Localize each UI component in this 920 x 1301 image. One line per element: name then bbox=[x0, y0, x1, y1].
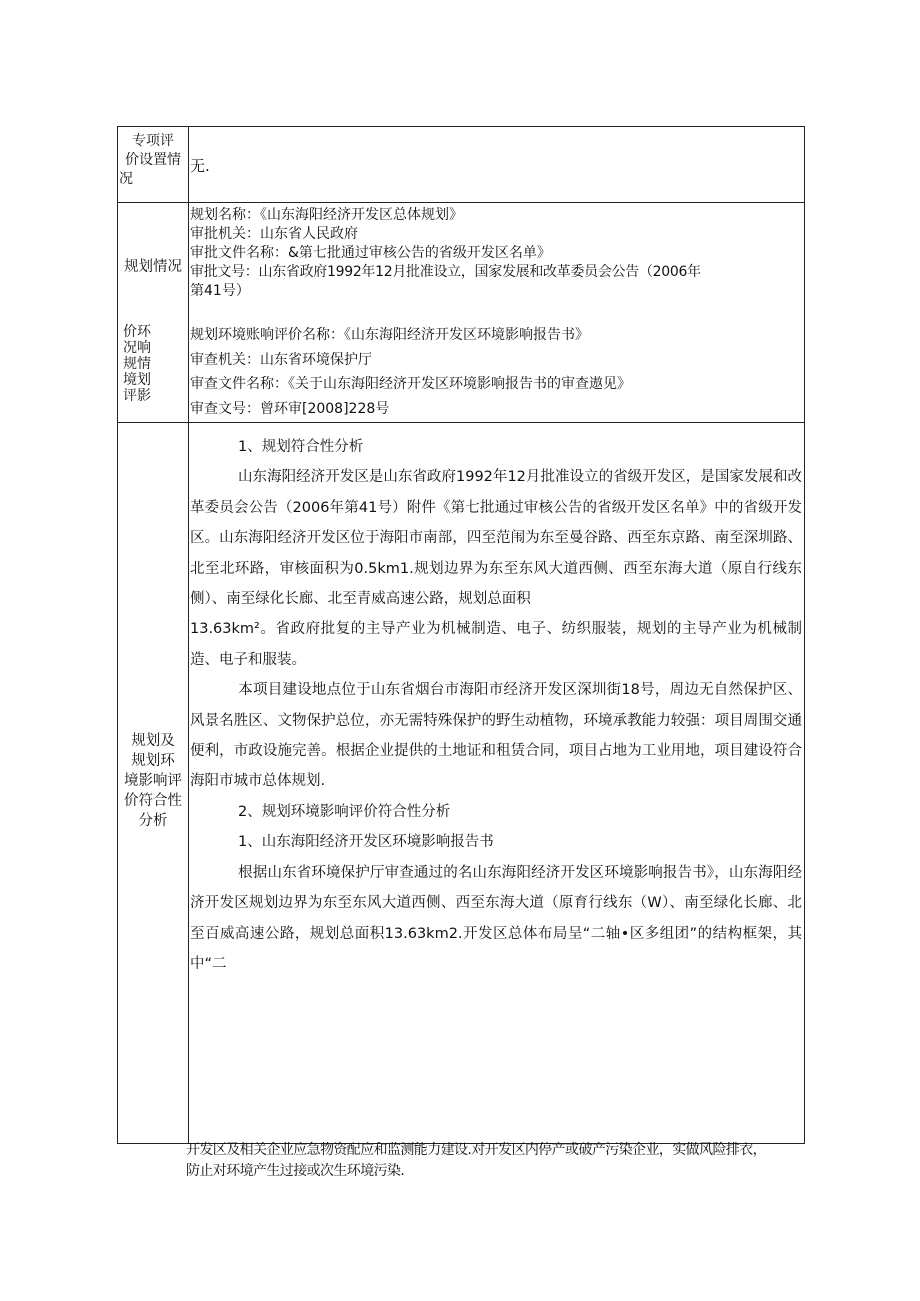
row3-label bbox=[123, 324, 151, 404]
row-divider-2 bbox=[118, 422, 804, 423]
review-document: 审查文件名称：《关于山东海阳经济开发区环境影响报告书的审查遨见》 bbox=[190, 376, 631, 392]
row4-label-line: 规划环 bbox=[131, 753, 175, 769]
paragraph-3-text: 根据山东省环境保护厅审查通过的名山东海阳经济开发区环境影响报告书》，山东海阳经济开发区规划边界为东至东风大道西侧、西至东海大道（原育行线东（W）、南至绿化长廊、北至百威高速公路，规划总面积13.63km2.开发区总体布局呈“二轴•区多组团”的结构框架，其中“二 bbox=[190, 864, 802, 972]
row1-label-line: 况 bbox=[119, 171, 133, 187]
eia-name: 规划环境账响评价名称：《山东海阳经济开发区环境影响报告书》 bbox=[190, 327, 589, 343]
row3-label-line: 况响 bbox=[123, 340, 151, 356]
row3-content bbox=[190, 323, 802, 421]
approval-document: 审批文件名称：&第七批通过审核公告的省级开发区名单》 bbox=[190, 245, 551, 261]
row2-label: 规划情况 bbox=[124, 259, 182, 275]
approval-number: 审批文号：山东省政府1992年12月批准设立，国家发展和改革委员会公告（2006年 bbox=[190, 264, 701, 280]
section-heading-3: 1、山东海阳经济开发区环境影响报告书 bbox=[238, 834, 494, 851]
footer-line: 开发区及相关企业应急物资配应和监测能力建设.对开发区内停产或破产污染企业，实做风险排衣， bbox=[186, 1142, 767, 1158]
section-heading-2: 2、规划环境影响评价符合性分析 bbox=[238, 803, 451, 820]
row4-label bbox=[118, 731, 188, 831]
row3-label-line: 评影 bbox=[123, 388, 151, 404]
footer-line: 防止对环境产生过接或次生环境污染. bbox=[186, 1163, 405, 1179]
plan-name: 规划名称：《山东海阳经济开发区总体规划》 bbox=[190, 207, 463, 223]
review-authority: 审查机关：山东省环境保护厅 bbox=[190, 351, 372, 368]
paragraph-3 bbox=[190, 858, 802, 980]
row3-label-line: 境划 bbox=[123, 372, 151, 388]
row2-content bbox=[190, 206, 802, 301]
row4-label-line: 规划及 bbox=[131, 733, 175, 749]
row1-label bbox=[118, 132, 188, 189]
row4-content bbox=[190, 432, 802, 979]
footer-text bbox=[186, 1140, 811, 1182]
paragraph-1-text: 山东海阳经济开发区是山东省政府1992年12月批准设立的省级开发区，是国家发展和改革委员会公告（2006年第41号）附件《第七批通过审核公告的省级开发区名单》中的省级开发区。山东海阳经济开发区位于海阳市南部，四至范闱为东至曼谷路、西至东京路、南至深圳路、北至北环路，审核面积为0.5km1.规划边界为东至东风大道西侧、西至东海大道（原自行线东侧）、南至绿化长廊、北至青威高速公路，规划总面积 bbox=[190, 469, 802, 608]
paragraph-1b: 13.63km²。省政府批复的主导产业为机械制造、电子、纺织服装，规划的主导产业为机械制造、电子和服装。 bbox=[190, 621, 802, 668]
row1-label-line: 专项评 bbox=[132, 133, 174, 149]
row3-label-line: 规情 bbox=[123, 356, 151, 372]
planning-table bbox=[117, 126, 805, 1144]
approval-authority: 审批机关：山东省人民政府 bbox=[190, 226, 358, 242]
section-heading-1: 1、规划符合性分析 bbox=[238, 439, 364, 455]
row4-label-line: 分析 bbox=[138, 813, 168, 829]
paragraph-2 bbox=[190, 675, 802, 797]
column-divider bbox=[188, 127, 189, 1143]
approval-number-cont: 第41号） bbox=[190, 283, 250, 299]
row3-label-line: 价环 bbox=[123, 324, 151, 340]
paragraph-1 bbox=[190, 462, 802, 614]
paragraph-2-text: 本项目建设地点位于山东省烟台市海阳市经济开发区深圳街18号，周边无自然保护区、风景名胜区、文物保护总位，亦无需特殊保护的野生动植物，环境承教能力较强：项目周围交通便利，市政设施完善。根据企业提供的土地证和租赁合同，项目占地为工业用地，项目建设符合海阳市城市总体规划. bbox=[190, 682, 802, 790]
row4-label-line: 价符合性 bbox=[124, 793, 182, 809]
row1-value: 无. bbox=[190, 157, 210, 175]
review-number: 审查文号：曾环审[2008]228号 bbox=[190, 400, 390, 417]
row-divider-1 bbox=[118, 202, 804, 203]
row4-label-line: 境影响评 bbox=[124, 773, 182, 789]
row1-label-line: 价设置情 bbox=[125, 152, 181, 168]
